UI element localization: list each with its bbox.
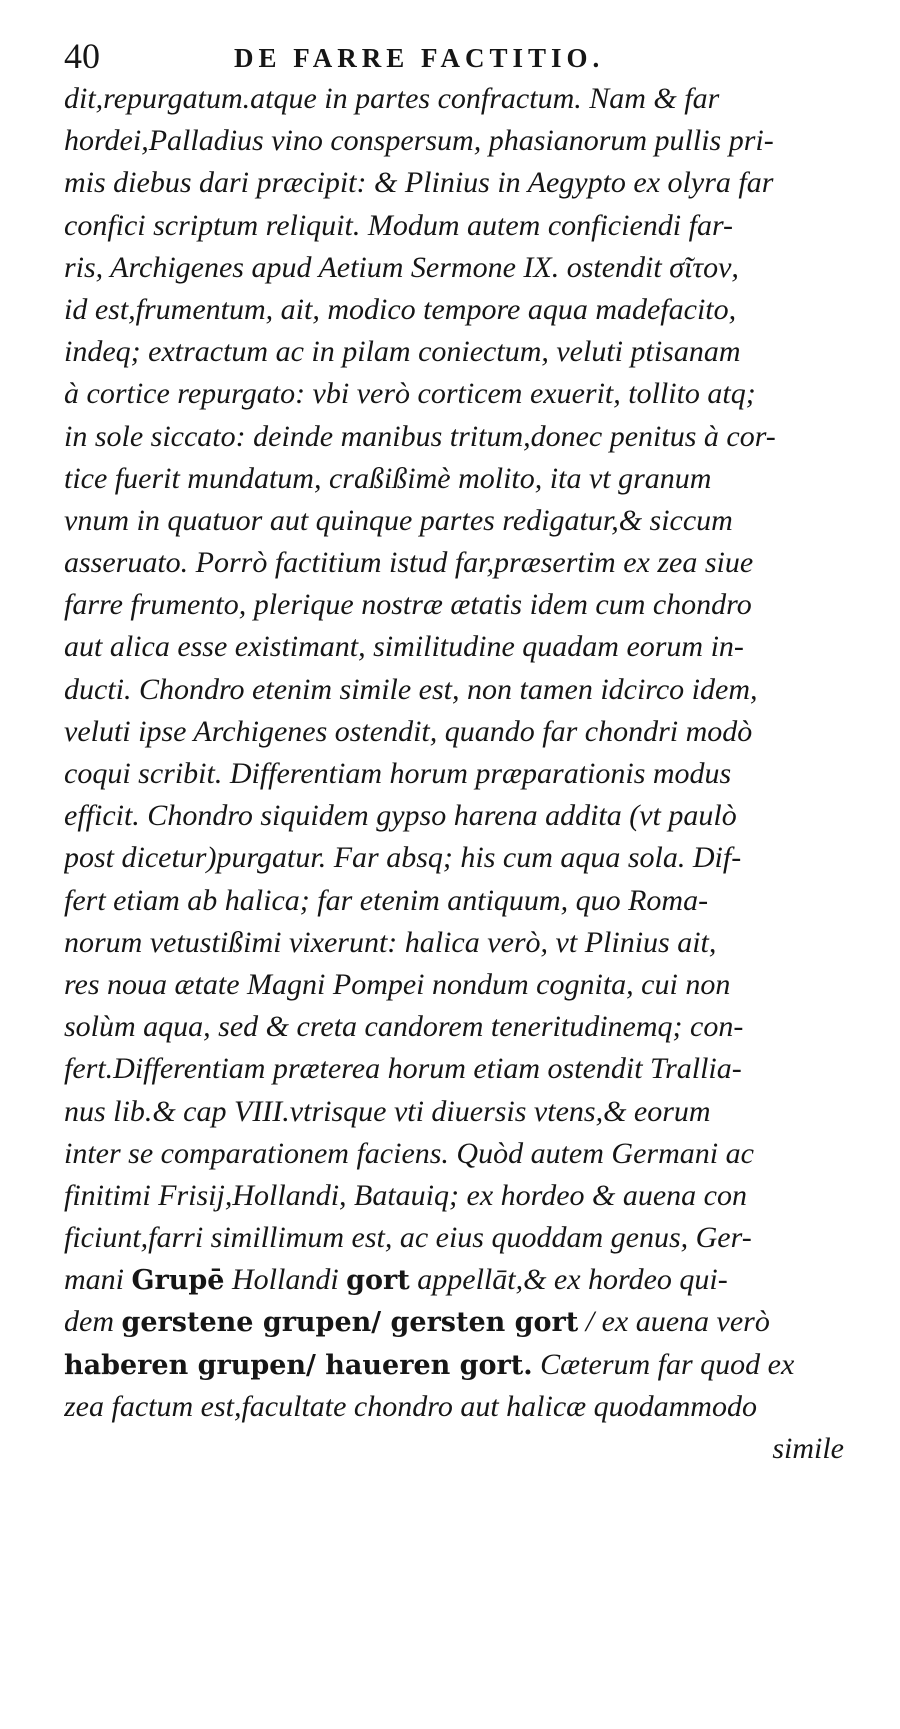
text-line: id est,frumentum, ait, modico tempore aqua madefacito, xyxy=(64,292,737,326)
latin-text: mani xyxy=(64,1263,132,1297)
text-line: fert.Differentiam præterea horum etiam ostendit Trallia- xyxy=(64,1052,742,1086)
text-line-mixed xyxy=(64,1344,854,1386)
text-line: indeq; extractum ac in pilam coniectum, veluti ptisanam xyxy=(64,335,741,369)
text-line: dit,repurgatum.atque in partes confractum. Nam & far xyxy=(64,82,720,115)
text-line: aut alica esse existimant, similitudine quadam eorum in- xyxy=(64,630,744,664)
text-line-mixed xyxy=(64,1301,854,1343)
text-line: hordei,Palladius vino conspersum, phasianorum pullis pri- xyxy=(64,124,774,158)
text-line: vnum in quatuor aut quinque partes redigatur,& siccum xyxy=(64,503,733,537)
latin-text: / ex auena verò xyxy=(578,1305,770,1339)
blackletter-text: gort xyxy=(346,1265,410,1297)
body-text xyxy=(64,78,854,1470)
text-line: ficiunt,farri simillimum est, ac eius quoddam genus, Ger- xyxy=(64,1221,752,1255)
latin-text: appellāt,& ex hordeo qui- xyxy=(409,1263,728,1297)
text-line: in sole siccato: deinde manibus tritum,donec penitus à cor- xyxy=(64,419,776,453)
text-line: norum vetustißimi vixerunt: halica verò, vt Plinius ait, xyxy=(64,925,717,959)
text-line: ris, Archigenes apud Aetium Sermone IX. ostendit σῖτον, xyxy=(64,250,739,284)
page-header xyxy=(64,30,844,80)
blackletter-text: gerstene grupen/ gersten gort xyxy=(121,1307,579,1339)
text-line: finitimi Frisij,Hollandi, Batauiq; ex hordeo & auena con xyxy=(64,1178,747,1212)
text-line: zea factum est,facultate chondro aut halicæ quodammodo xyxy=(64,1389,757,1423)
text-line: inter se comparationem faciens. Quòd autem Germani ac xyxy=(64,1136,754,1170)
text-line: farre frumento, plerique nostræ ætatis idem cum chondro xyxy=(64,588,752,622)
text-line: tice fuerit mundatum, craßißimè molito, ita vt granum xyxy=(64,461,712,495)
text-line: res noua ætate Magni Pompei nondum cognita, cui non xyxy=(64,967,731,1001)
text-line: fert etiam ab halica; far etenim antiquum, quo Roma- xyxy=(64,883,709,917)
text-line: coqui scribit. Differentiam horum præparationis modus xyxy=(64,757,732,790)
text-line: nus lib.& cap VIII.vtrisque vti diuersis vtens,& eorum xyxy=(64,1094,711,1128)
latin-text: Hollandi xyxy=(224,1263,347,1297)
blackletter-text: Grupē xyxy=(131,1265,225,1297)
latin-text: Cæterum far quod ex xyxy=(532,1347,795,1381)
text-line: solùm aqua, sed & creta candorem teneritudinemq; con- xyxy=(64,1010,744,1044)
text-line: à cortice repurgato: vbi verò corticem exuerit, tollito atq; xyxy=(64,377,756,411)
text-line: efficit. Chondro siquidem gypso harena addita (vt paulò xyxy=(64,799,737,833)
text-line: ducti. Chondro etenim simile est, non tamen idcirco idem, xyxy=(64,672,758,706)
text-line: mis diebus dari præcipit: & Plinius in Aegypto ex olyra far xyxy=(64,166,774,200)
text-line: veluti ipse Archigenes ostendit, quando far chondri modò xyxy=(64,714,753,748)
latin-text: dem xyxy=(64,1305,122,1339)
text-line: confici scriptum reliquit. Modum autem conficiendi far- xyxy=(64,208,734,242)
page-number: 40 xyxy=(64,36,100,76)
text-line-mixed xyxy=(64,1259,854,1301)
text-line: asseruato. Porrò factitium istud far,præsertim ex zea siue xyxy=(64,546,754,580)
running-head: DE FARRE FACTITIO. xyxy=(234,43,605,73)
text-line: post dicetur)purgatur. Far absq; his cum aqua sola. Dif- xyxy=(64,841,742,875)
blackletter-text: haberen grupen/ haueren gort. xyxy=(64,1349,533,1381)
catchword: simile xyxy=(772,1432,844,1465)
